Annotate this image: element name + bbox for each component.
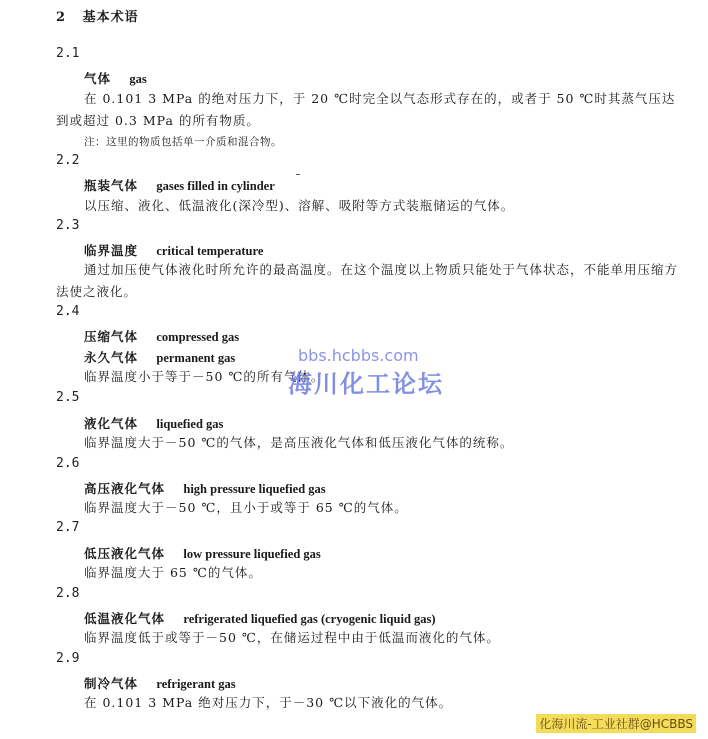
term-definition: 临界温度大于 65 ℃的气体。	[84, 565, 262, 580]
term-title-en: liquefied gas	[156, 417, 224, 431]
term-title	[84, 348, 235, 366]
term-title-zh: 临界温度	[84, 243, 139, 258]
term-title-zh: 气体	[84, 71, 112, 86]
term-title-en: compressed gas	[156, 330, 240, 344]
term-definition: 通过加压使气体液化时所允许的最高温度。在这个温度以上物质只能处于气体状态，不能单用压缩方法使之液化。	[56, 262, 679, 299]
term-title	[84, 414, 223, 432]
term-number: 2.8	[56, 586, 80, 601]
term-title-en: refrigerated liquefied gas (cryogenic liquid gas)	[183, 612, 436, 626]
term-definition: 在 0.101 3 MPa 的绝对压力下，于 20 ℃时完全以气态形式存在的，或者于 50 ℃时其蒸气压达到或超过 0.3 MPa 的所有物质。	[56, 91, 676, 128]
term-title	[84, 674, 236, 692]
term-title-en: critical temperature	[156, 244, 264, 258]
watermark-name: 海川化工论坛	[288, 370, 444, 398]
term-definition: 以压缩、液化、低温液化(深冷型)、溶解、吸附等方式装瓶储运的气体。	[84, 198, 515, 213]
term-number: 2.4	[56, 304, 80, 319]
term-definition: 临界温度低于或等于－50 ℃，在储运过程中由于低温而液化的气体。	[84, 630, 500, 645]
term-number: 2.6	[56, 456, 80, 471]
term-title-en: gas	[129, 72, 147, 86]
term-title	[84, 544, 321, 562]
term-number: 2.3	[56, 218, 80, 233]
term-number: 2.5	[56, 390, 80, 405]
term-title-en: permanent gas	[156, 351, 236, 365]
term-title	[84, 176, 275, 194]
watermark-url: bbs.hcbbs.com	[298, 346, 419, 365]
term-definition: 临界温度小于等于－50 ℃的所有气体。	[84, 369, 325, 384]
term-title-zh: 高压液化气体	[84, 481, 166, 496]
term-definition: 临界温度大于－50 ℃的气体，是高压液化气体和低压液化气体的统称。	[84, 435, 514, 450]
term-title-zh: 低压液化气体	[84, 546, 166, 561]
term-number: 2.2	[56, 153, 80, 168]
section-number: 2	[56, 10, 67, 25]
term-definition: 在 0.101 3 MPa 绝对压力下，于－30 ℃以下液化的气体。	[84, 695, 453, 710]
term-number: 2.7	[56, 520, 80, 535]
term-title-en: gases filled in cylinder	[156, 179, 275, 193]
term-title-zh: 制冷气体	[84, 676, 139, 691]
section-title: 基本术语	[82, 10, 139, 25]
term-title	[84, 69, 147, 87]
term-title-en: high pressure liquefied gas	[183, 482, 326, 496]
scan-mark	[296, 174, 300, 175]
section-heading	[56, 6, 139, 25]
term-title	[84, 241, 263, 259]
term-note: 注：这里的物质包括单一介质和混合物。	[84, 136, 282, 148]
term-number: 2.1	[56, 46, 80, 61]
term-title-en: refrigerant gas	[156, 677, 236, 691]
footer-watermark: 化海川流-工业社群@HCBBS	[536, 714, 696, 733]
term-title-zh: 液化气体	[84, 416, 139, 431]
term-title	[84, 327, 239, 345]
term-title-zh: 永久气体	[84, 350, 139, 365]
term-definition: 临界温度大于－50 ℃，且小于或等于 65 ℃的气体。	[84, 500, 408, 515]
term-title-en: low pressure liquefied gas	[183, 547, 321, 561]
term-title	[84, 609, 436, 627]
term-title	[84, 479, 326, 497]
term-title-zh: 压缩气体	[84, 329, 139, 344]
term-number: 2.9	[56, 651, 80, 666]
term-title-zh: 低温液化气体	[84, 611, 166, 626]
term-title-zh: 瓶装气体	[84, 178, 139, 193]
